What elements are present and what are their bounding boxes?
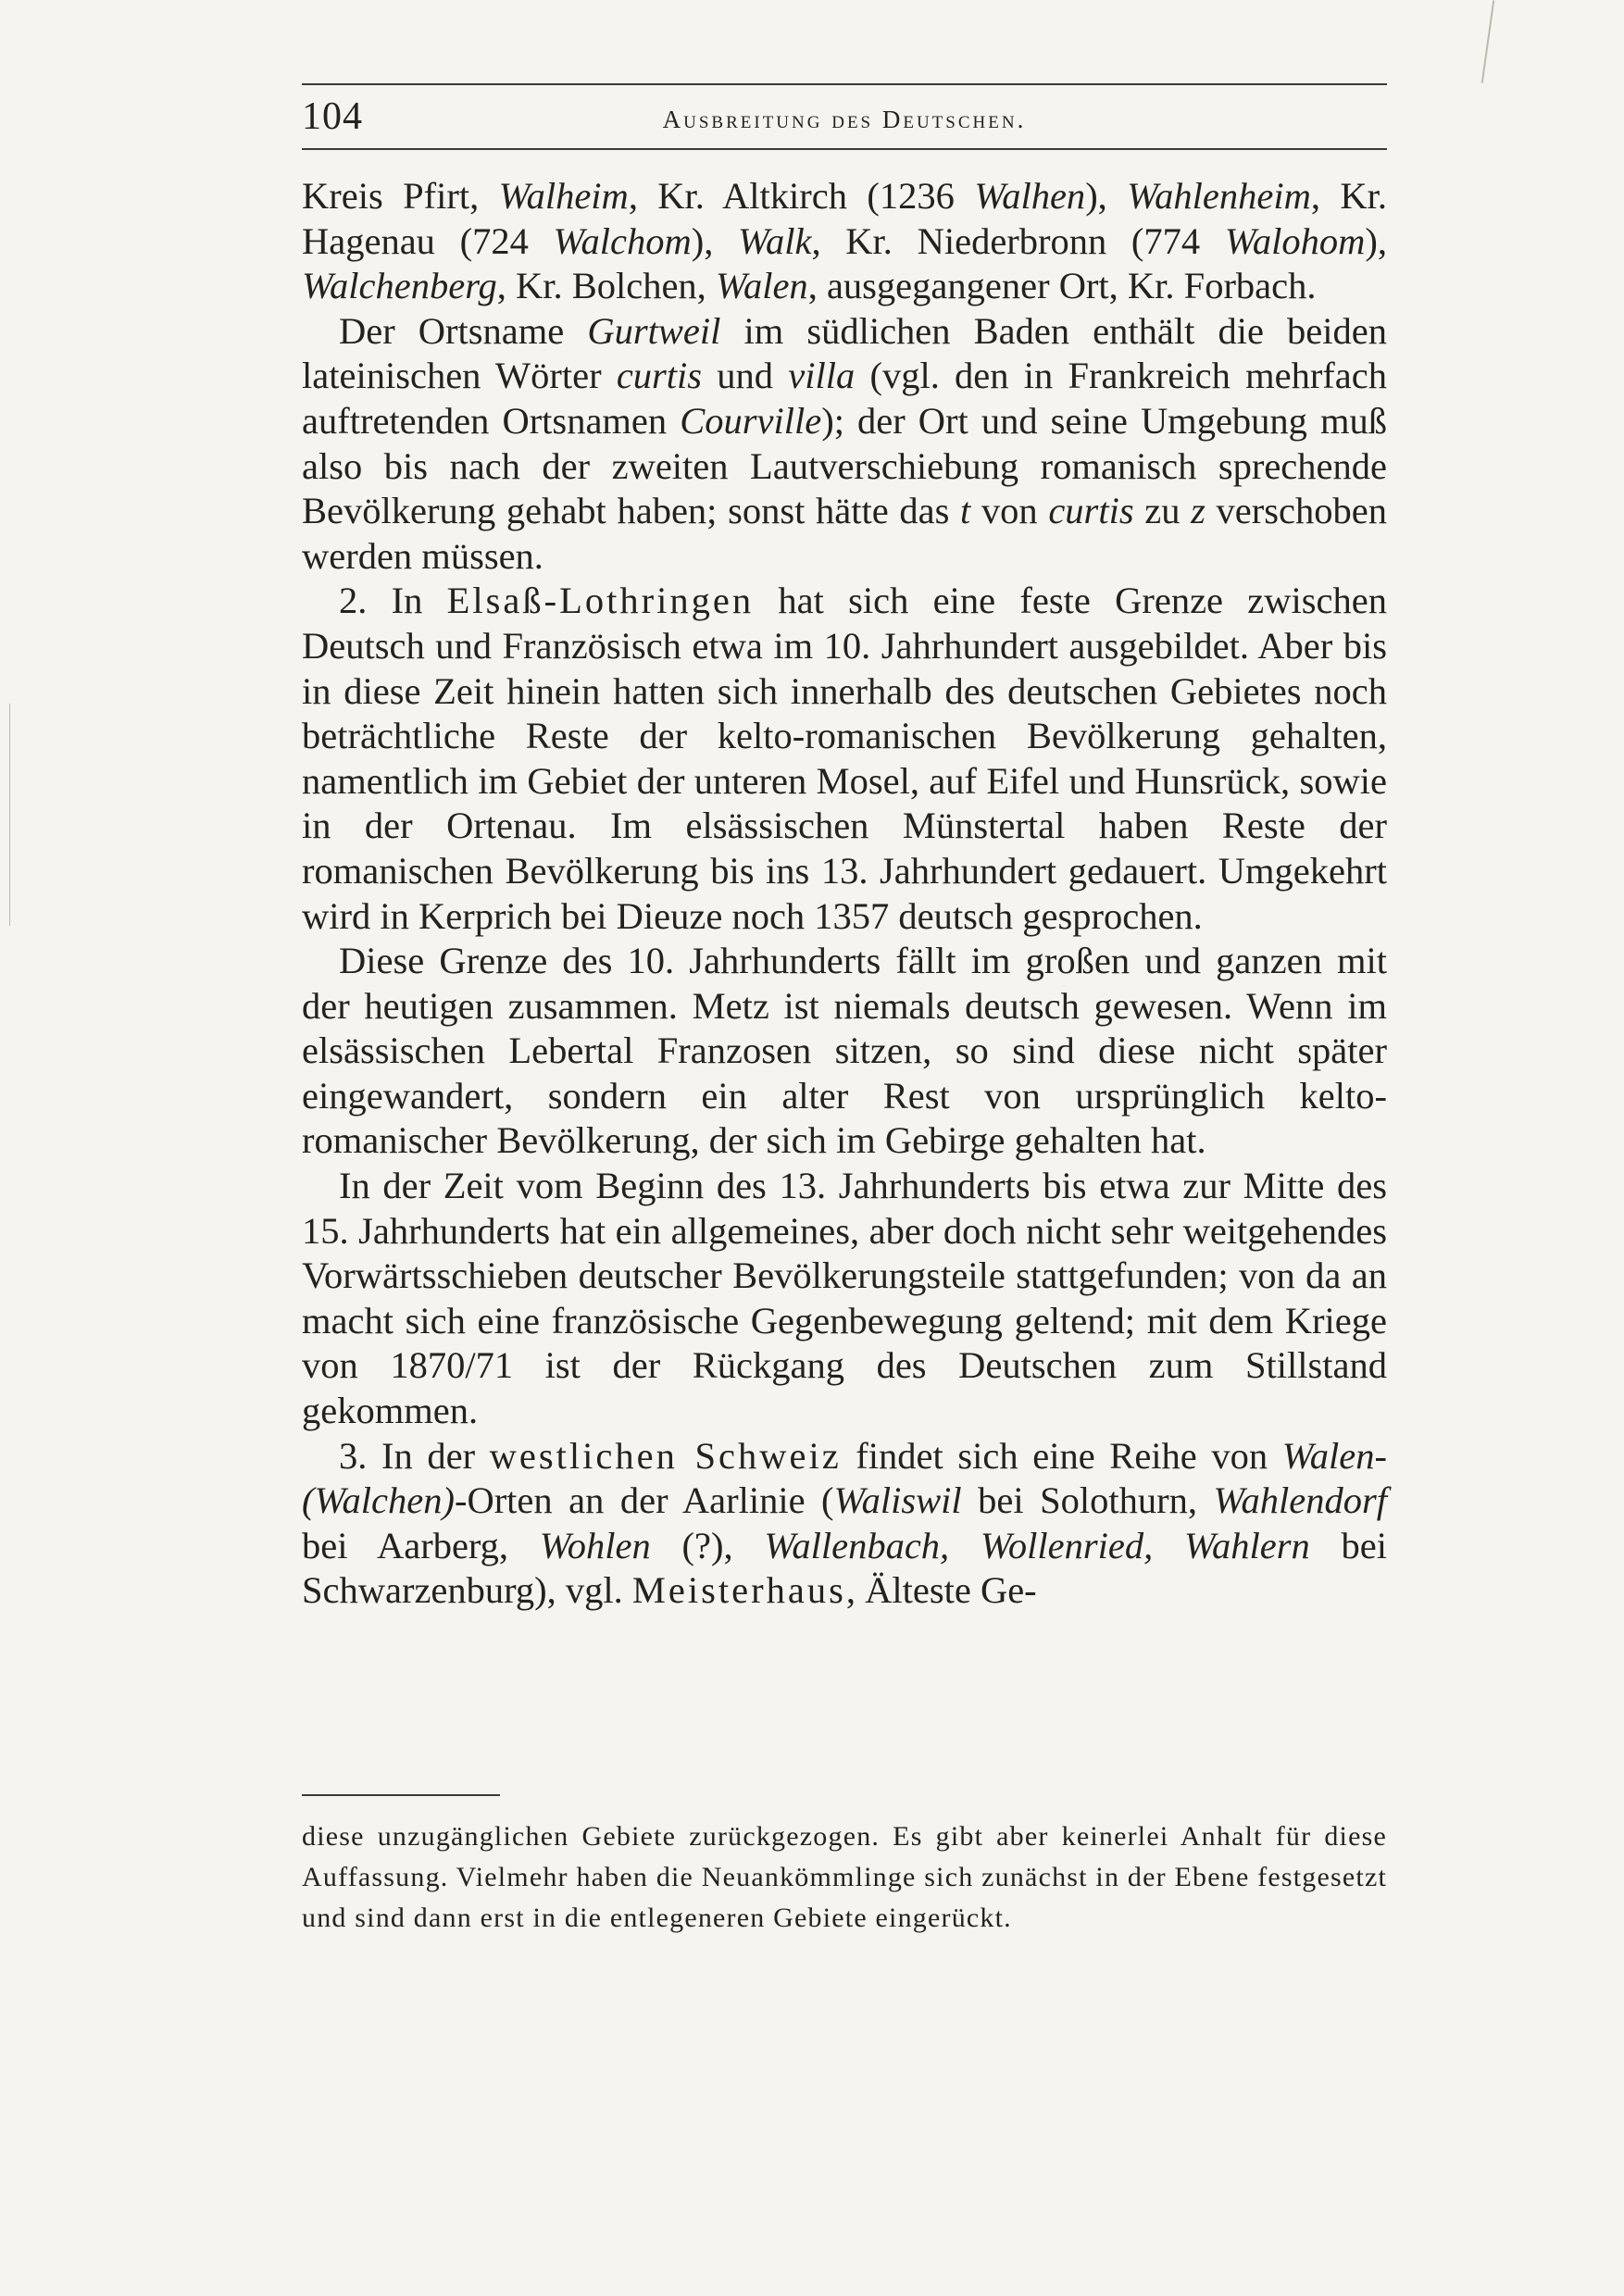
paragraph: In der Zeit vom Beginn des 13. Jahrhunderts bis etwa zur Mitte des 15. Jahrhunderts hat ein allgemeines, aber doch nicht sehr weitgehendes Vorwärtsschieben deutscher Bevölkerungsteile stattgefunden; von da an macht sich eine französische Gegenbewegung geltend; mit dem Kriege von 1870/71 ist der Rückgang des Deutschen zum Stillstand gekommen. [302,1165,1387,1432]
page-number: 104 [302,95,363,138]
italic-term: Wahlenheim [1127,175,1311,217]
paragraph: 3. In der westlichen Schweiz findet sich eine Reihe von Walen-(Walchen)-Orten an der Aarlinie (Waliswil bei Solothurn, Wahlendorf bei Aarberg, Wohlen (?), Wallenbach, Wollenried, Wahlern bei Schwarzenburg), vgl. Meisterhaus, Älteste Ge- [302,1434,1387,1612]
paragraph: Kreis Pfirt, Walheim, Kr. Altkirch (1236 Walhen), Wahlenheim, Kr. Hagenau (724 Walchom), Walk, Kr. Niederbronn (774 Walohom), Walchenberg, Kr. Bolchen, Walen, ausgegangener Ort, Kr. Forbach. [302,175,1387,307]
italic-term: Walhen [974,175,1086,217]
italic-term: Walen-(Walchen) [302,1434,1387,1522]
italic-term: Walohom [1224,219,1366,262]
paragraph: Diese Grenze des 10. Jahrhunderts fällt im großen und ganzen mit der heutigen zusammen. Metz ist niemals deutsch gewesen. Wenn im elsässischen Lebertal Franzosen sitzen, so sind diese nicht später eingewandert, sondern ein alter Rest von ursprünglich kelto-romanischer Bevölkerung, der sich im Gebirge gehalten hat. [302,940,1387,1162]
spaced-term: Elsaß-Lothringen [446,580,755,622]
spaced-term: westlichen Schweiz [489,1434,842,1477]
spaced-term: Meisterhaus [631,1569,846,1612]
italic-term: villa [788,355,856,397]
italic-term: Waliswil [833,1479,962,1522]
page-header [302,89,1387,144]
italic-term: Walchenberg [302,265,497,307]
footnote-rule [302,1794,500,1796]
italic-term: Wallenbach, Wollenried, Wahlern [764,1524,1310,1566]
italic-term: Courville [680,399,822,442]
header-bottom-rule [302,148,1387,150]
running-title: Ausbreitung des Deutschen. [662,106,1027,133]
italic-term: curtis [616,355,703,397]
italic-term: t [960,490,971,532]
paragraph: 2. In Elsaß-Lothringen hat sich eine feste Grenze zwischen Deutsch und Französisch etwa im 10. Jahrhundert ausgebildet. Aber bis in diese Zeit hinein hatten sich innerhalb des deutschen Gebietes noch beträchtliche Reste der kelto-romanischen Bevölkerung gehalten, namentlich im Gebiet der unteren Mosel, auf Eifel und Hunsrück, sowie in der Ortenau. Im elsässischen Münstertal haben Reste der romanischen Bevölkerung bis ins 13. Jahrhundert gedauert. Umgekehrt wird in Kerprich bei Dieuze noch 1357 deutsch gesprochen. [302,580,1387,937]
header-top-rule [302,83,1387,85]
scan-edge-mark [1481,0,1495,82]
italic-term: z [1191,490,1206,532]
italic-term: Walk [738,219,812,262]
italic-term: Wahlendorf [1213,1479,1387,1522]
italic-term: curtis [1048,490,1134,532]
italic-term: Walchom [553,219,692,262]
italic-term: Walheim [498,175,629,217]
scan-edge-mark-left [9,704,10,926]
footnote: diese unzugänglichen Gebiete zurückgezogen. Es gibt aber keinerlei Anhalt für diese Auffassung. Vielmehr haben die Neuankömmlinge sich zunächst in der Ebene festgesetzt und sind dann erst in die entlegeneren Gebiete eingerückt. [302,1821,1387,1933]
paragraph: Der Ortsname Gurtweil im südlichen Baden enthält die beiden lateinischen Wörter curtis und villa (vgl. den in Frankreich mehrfach auftretenden Ortsnamen Courville); der Ort und seine Umgebung muß also bis nach der zweiten Lautverschiebung romanisch sprechende Bevölkerung gehabt haben; sonst hätte das t von curtis zu z verschoben werden müssen. [302,309,1388,577]
italic-term: Walen [715,265,808,307]
body-text [302,174,1387,1614]
italic-term: Gurtweil [587,309,721,352]
italic-term: Wohlen [539,1524,651,1566]
